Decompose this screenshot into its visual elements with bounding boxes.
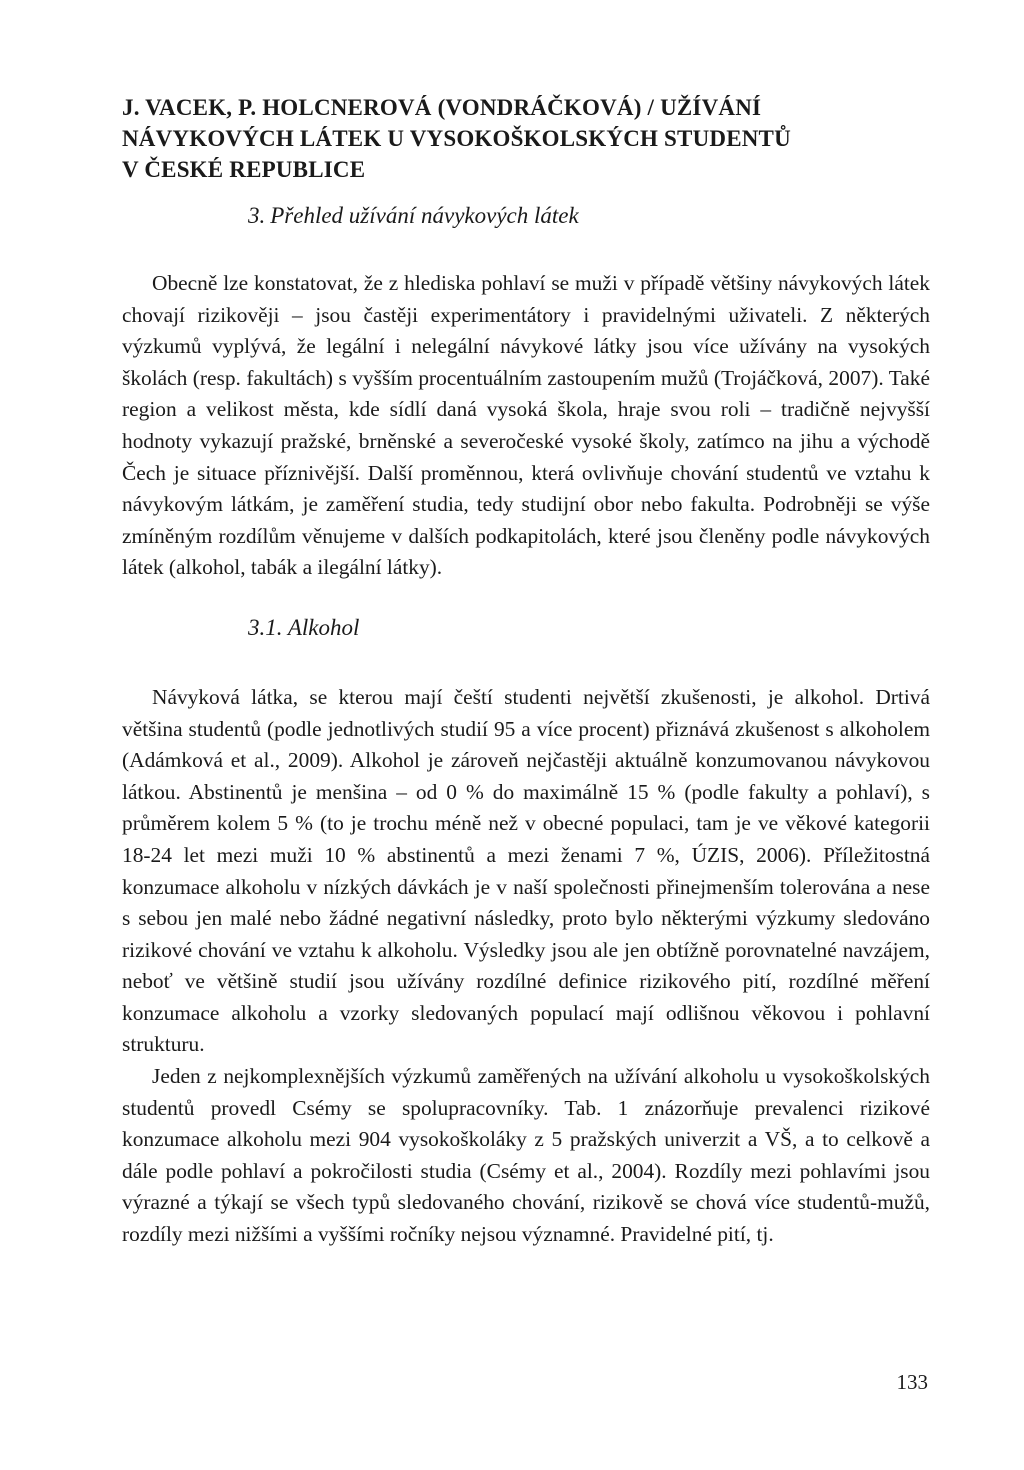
section-title: Přehled užívání návykových látek [270,203,579,228]
page-body [122,92,930,1251]
running-head-line-1: J. VACEK, P. HOLCNEROVÁ (VONDRÁČKOVÁ) / UŽÍVÁNÍ [122,95,762,120]
section-heading [248,201,930,231]
page-number: 133 [896,1370,928,1394]
paragraph-alcohol-1: Návyková látka, se kterou mají čeští studenti největší zkušenosti, je alkohol. Drtivá většina studentů (podle jednotlivých studií 95 a více procent) přiznává zkušenost s alkoholem (Adámková et al., 2009). Alkohol je zároveň nejčastěji aktuálně konzumovanou návykovou látkou. Abstinentů je menšina – od 0 % do maximálně 15 % (podle fakulty a pohlaví), s průměrem kolem 5 % (to je trochu méně než v obecné populaci, tam je ve věkové kategorii 18-24 let mezi muži 10 % abstinentů a mezi ženami 7 %, ÚZIS, 2006). Příležitostná konzumace alkoholu v nízkých dávkách je v naší společnosti přinejmenším tolerována a nese s sebou jen malé nebo žádné negativní následky, proto bylo některými výzkumy sledováno rizikové chování ve vztahu k alkoholu. Výsledky jsou ale jen obtížně porovnatelné navzájem, neboť ve většině studií jsou užívány rozdílné definice rizikového pití, rozdílné měření konzumace alkoholu a vzorky sledovaných populací mají odlišnou věkovou i pohlavní strukturu. [122,684,930,1057]
subsection-number: 3.1. [248,614,283,640]
running-head-line-3: V ČESKÉ REPUBLICE [122,157,366,182]
subsection-title: Alkohol [287,614,360,640]
paragraph-intro: Obecně lze konstatovat, že z hlediska pohlaví se muži v případě většiny návykových látek chovají rizikověji – jsou častěji experimentátory i pravidelnými uživateli. Z některých výzkumů vyplývá, že legální i nelegální návykové látky jsou více užívány na vysokých školách (resp. fakultách) s vyšším procentuálním zastoupením mužů (Trojáčková, 2007). Také region a velikost města, kde sídlí daná vysoká škola, hraje svou roli – tradičně nejvyšší hodnoty vykazují pražské, brněnské a severočeské vysoké školy, zatímco na jihu a východě Čech je situace příznivější. Další proměnnou, která ovlivňuje chování studentů ve vztahu k návykovým látkám, je zaměření studia, tedy studijní obor nebo fakulta. Podrobněji se výše zmíněným rozdílům věnujeme v dalších podkapitolách, které jsou členěny podle návykových látek (alkohol, tabák a ilegální látky). [122,271,930,580]
running-head-line-2: NÁVYKOVÝCH LÁTEK U VYSOKOŠKOLSKÝCH STUDENTŮ [122,126,791,151]
paragraph-alcohol-2: Jeden z nejkomplexnějších výzkumů zaměřených na užívání alkoholu u vysokoškolských studentů provedl Csémy se spolupracovníky. Tab. 1 znázorňuje prevalenci rizikové konzumace alkoholu mezi 904 vysokoškoláky z 5 pražských univerzit a VŠ, a to celkově a dále podle pohlaví a pokročilosti studia (Csémy et al., 2004). Rozdíly mezi pohlavími jsou výrazné a týkají se všech typů sledovaného chování, rizikově se chová více studentů-mužů, rozdíly mezi nižšími a vyššími ročníky nejsou významné. Pravidelné pití, tj. [122,1064,930,1247]
subsection-heading [248,613,930,643]
running-head [122,92,930,185]
section-number: 3. [248,203,266,228]
